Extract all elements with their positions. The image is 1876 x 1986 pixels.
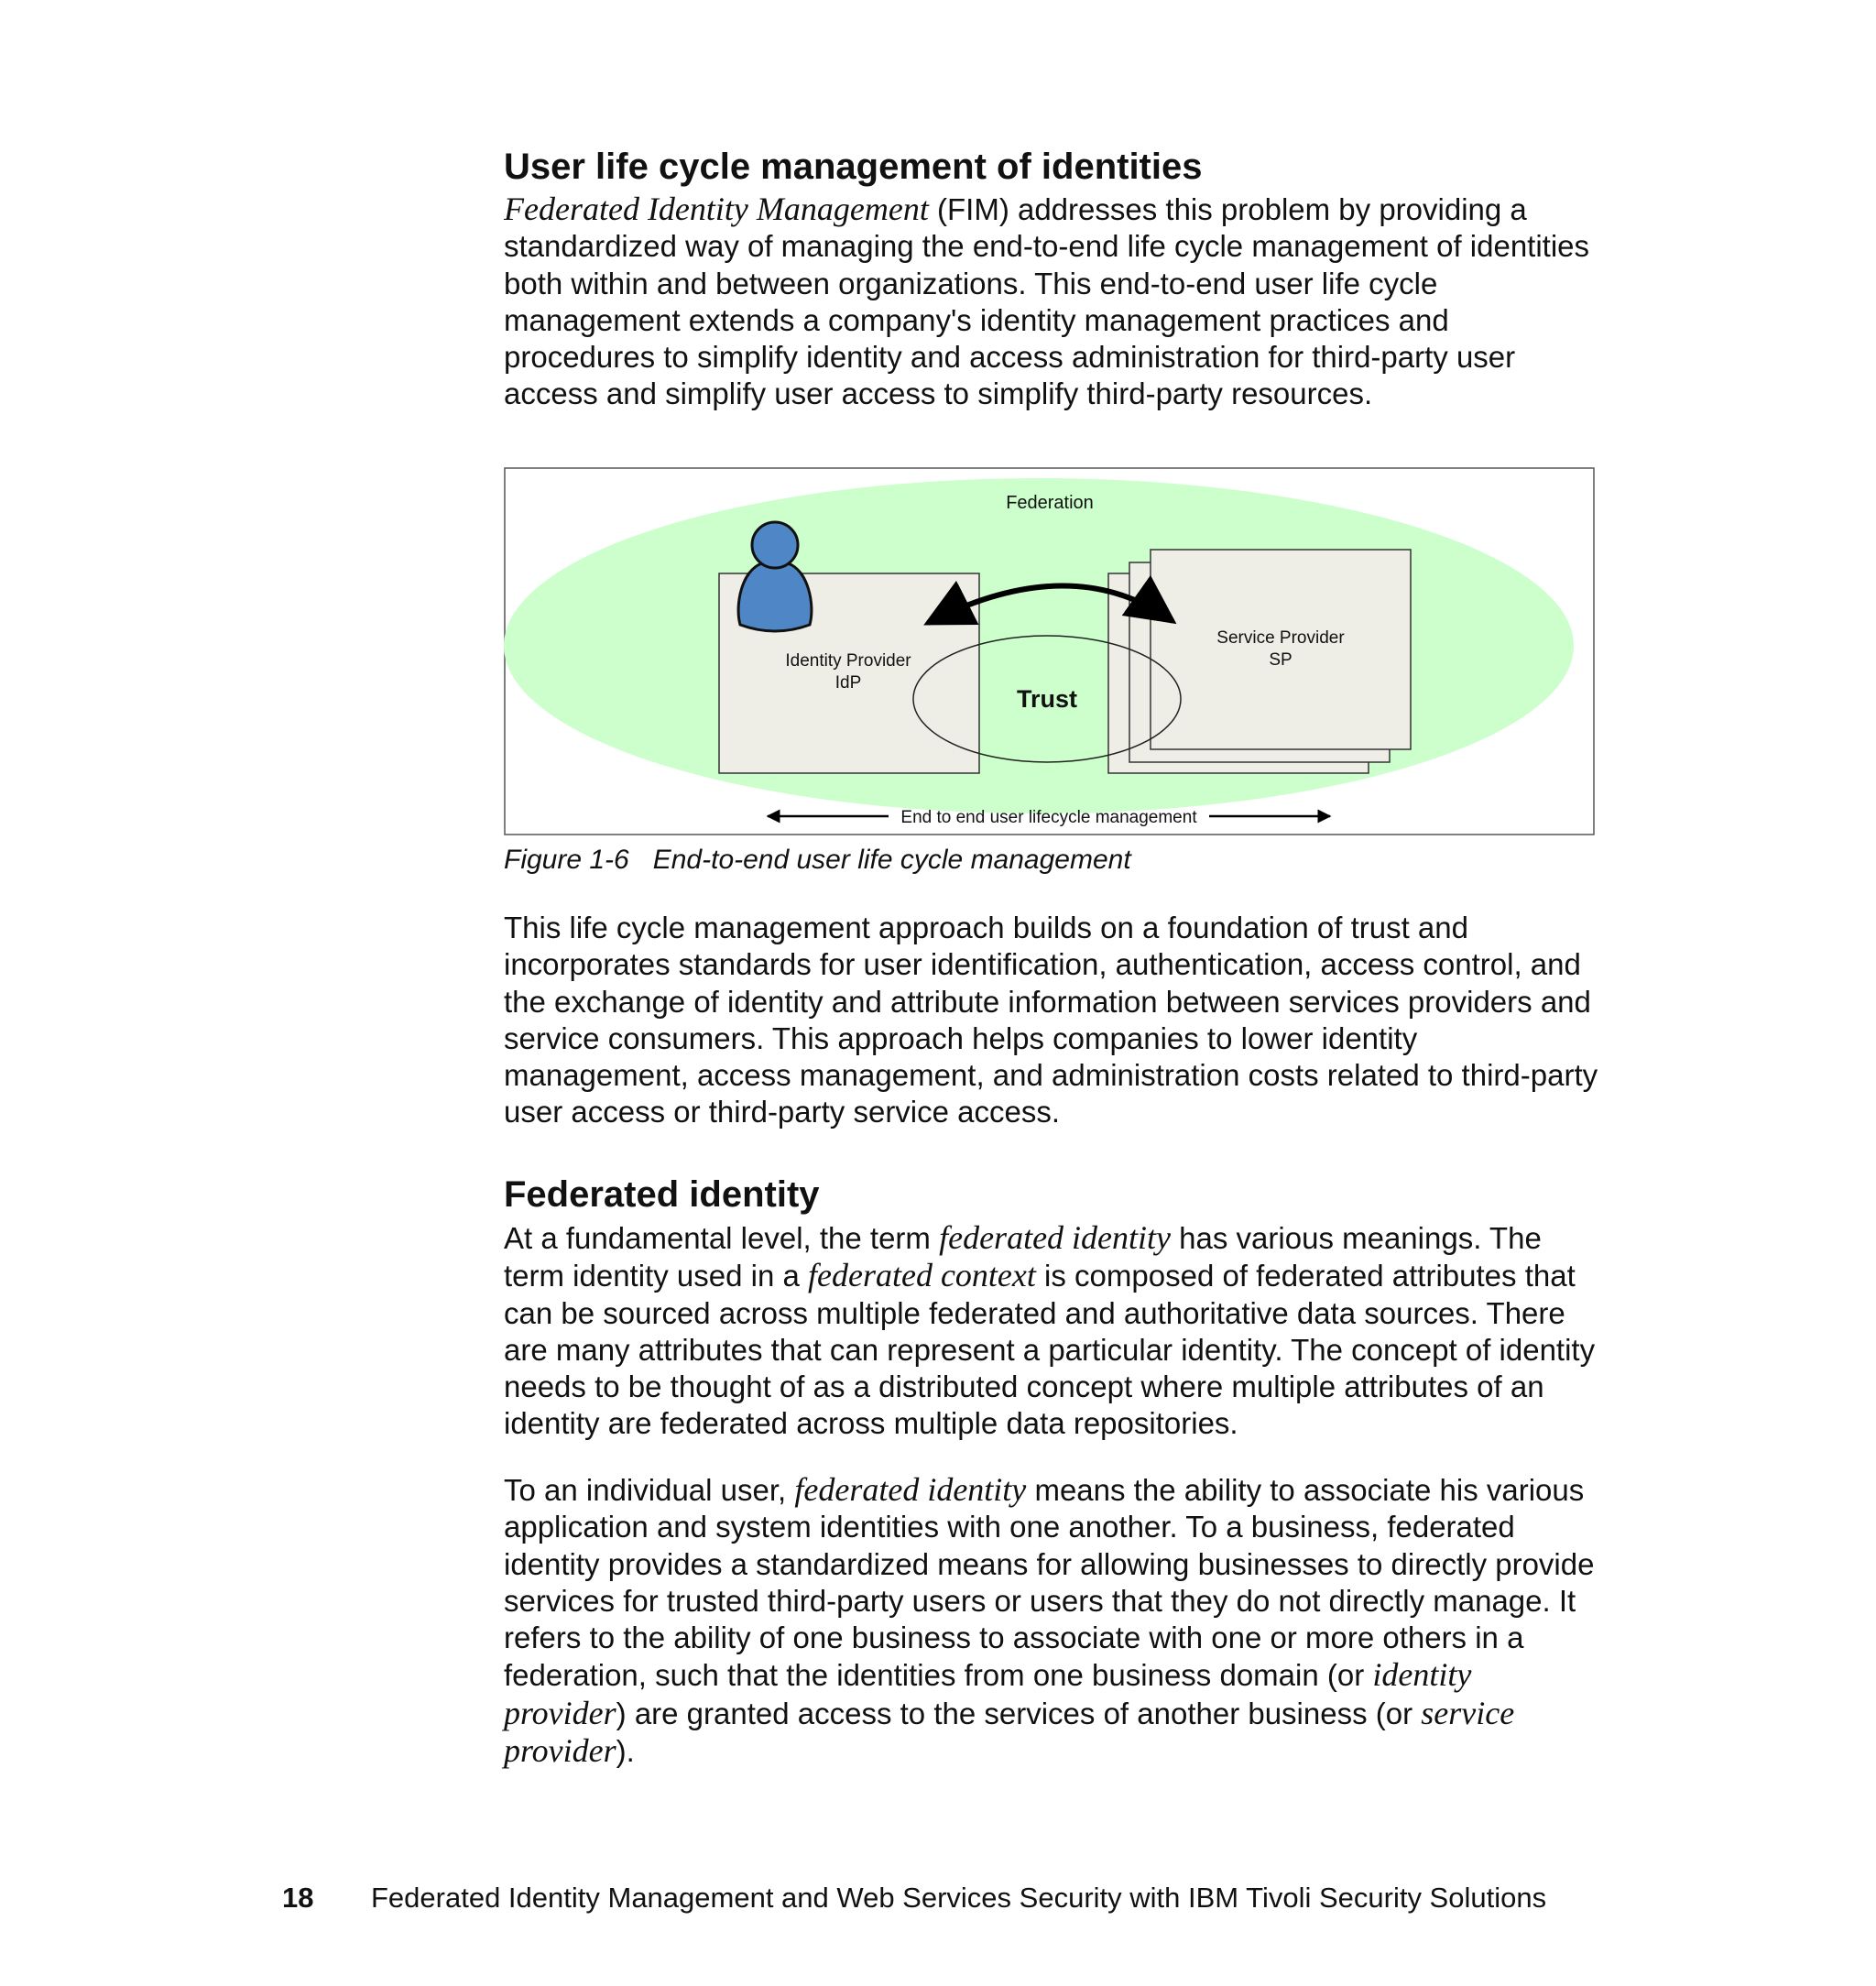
idp-label: Identity Provider (785, 651, 911, 671)
page-footer (282, 1881, 1656, 1915)
body-paragraph: This life cycle management approach builds on a foundation of trust and incorporates standards for user identification, authentication, access control, and the exchange of identity and attribute information between services providers and service consumers. This approach helps companies to lower identity management, access management, and administration costs related to third-party user access or third-party service access. (504, 911, 1598, 1129)
sp-abbrev-label: SP (1269, 650, 1292, 670)
body-paragraph (504, 191, 1598, 413)
paragraph-text: ) are granted access to the services of another business (or (616, 1696, 1422, 1730)
italic-term: federated context (808, 1257, 1036, 1294)
italic-term: identity provider (504, 1656, 1472, 1731)
book-title: Federated Identity Management and Web Services Security with IBM Tivoli Security Solutions (371, 1882, 1547, 1914)
figure-number: Figure 1-6 (504, 845, 629, 875)
federation-label: Federation (1006, 493, 1094, 513)
lifecycle-label: End to end user lifecycle management (900, 808, 1197, 827)
italic-term: service provider (504, 1694, 1515, 1770)
figure-diagram (504, 467, 1595, 835)
federation-ellipse (504, 478, 1574, 813)
paragraph-text: ). (616, 1734, 635, 1769)
trust-label: Trust (1016, 685, 1078, 713)
page-number: 18 (282, 1882, 314, 1914)
paragraph-text: (FIM) addresses this problem by providing a standardized way of managing the end-to-end life cycle management of identities both within and between organizations. This end-to-end user life cycle management extends a company's identity management practices and procedures to simplify identity and access administration for third-party user access and simplify user access to simplify third-party resources. (504, 192, 1590, 411)
sp-box-front (1151, 550, 1411, 749)
body-paragraph (504, 1471, 1598, 1770)
section-heading: User life cycle management of identities (504, 147, 1203, 187)
section-heading: Federated identity (504, 1174, 820, 1215)
paragraph-text: is composed of federated attributes that can be sourced across multiple federated and authoritative data sources. There are many attributes that can represent a particular identity. The concept of identity needs to be thought of as a distributed concept where multiple attributes of an identity are federated across multiple data repositories. (504, 1259, 1596, 1441)
paragraph-text: has various meanings. The term identity used in a (504, 1221, 1542, 1293)
figure-title: End-to-end user life cycle management (652, 845, 1131, 875)
sp-label: Service Provider (1216, 628, 1345, 648)
italic-term: Federated Identity Management (504, 191, 929, 227)
idp-abbrev-label: IdP (834, 673, 862, 693)
figure-caption (504, 843, 1598, 878)
paragraph-text: At a fundamental level, the term (504, 1221, 940, 1255)
italic-term: federated identity (794, 1471, 1027, 1508)
paragraph-text: To an individual user, (504, 1473, 795, 1507)
italic-term: federated identity (939, 1219, 1172, 1256)
paragraph-text: means the ability to associate his various application and system identities with one another. To a business, federated identity provides a standardized means for allowing businesses to directly provide services for trusted third-party users or users that they do not directly manage. It refers to the ability of one business to associate with one or more others in a federation, such that the identities from one business domain (or (504, 1473, 1595, 1693)
body-paragraph (504, 1219, 1598, 1443)
